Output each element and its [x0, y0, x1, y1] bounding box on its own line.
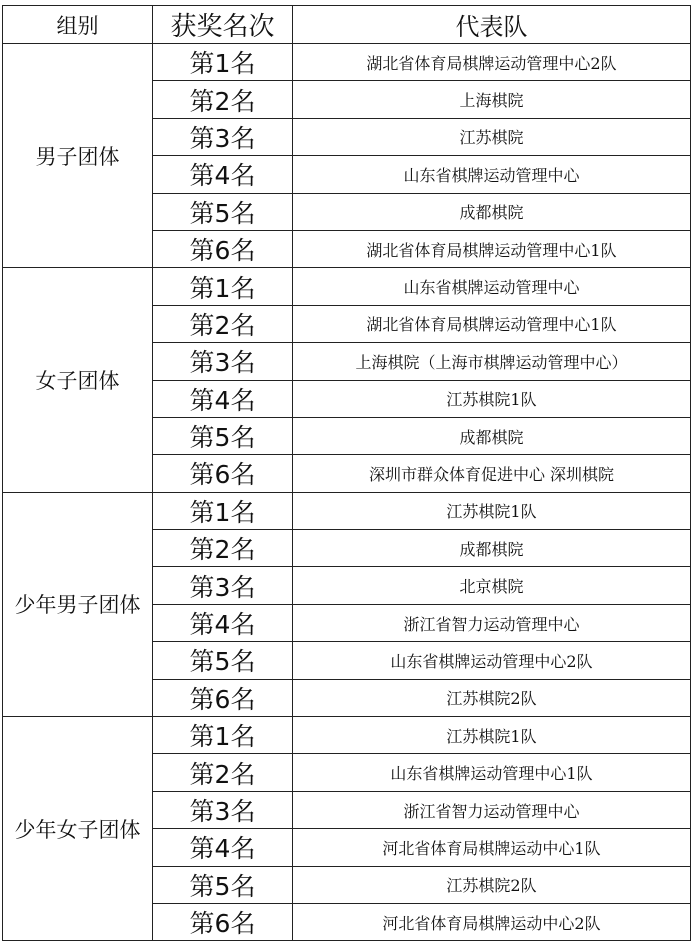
team-cell: 江苏棋院1队	[293, 492, 691, 529]
rank-cell: 第3名	[153, 791, 293, 828]
team-cell: 山东省棋牌运动管理中心2队	[293, 642, 691, 679]
team-cell: 北京棋院	[293, 567, 691, 604]
table-row	[3, 717, 691, 754]
header-team: 代表队	[293, 6, 691, 44]
rank-cell: 第1名	[153, 268, 293, 305]
header-group: 组别	[3, 6, 153, 44]
table-row	[3, 492, 691, 529]
team-cell: 江苏棋院2队	[293, 679, 691, 716]
rank-cell: 第5名	[153, 642, 293, 679]
rank-cell: 第4名	[153, 156, 293, 193]
header-row	[3, 6, 691, 44]
group-cell: 少年女子团体	[3, 717, 153, 941]
rank-cell: 第5名	[153, 417, 293, 454]
team-cell: 成都棋院	[293, 193, 691, 230]
team-cell: 成都棋院	[293, 417, 691, 454]
rank-cell: 第3名	[153, 343, 293, 380]
table-row	[3, 44, 691, 81]
rank-cell: 第6名	[153, 230, 293, 267]
team-cell: 江苏棋院	[293, 118, 691, 155]
rank-cell: 第6名	[153, 455, 293, 492]
rank-cell: 第2名	[153, 754, 293, 791]
team-cell: 山东省棋牌运动管理中心	[293, 268, 691, 305]
table-body	[3, 44, 691, 941]
rank-cell: 第5名	[153, 866, 293, 903]
rank-cell: 第4名	[153, 829, 293, 866]
team-cell: 浙江省智力运动管理中心	[293, 604, 691, 641]
team-cell: 江苏棋院1队	[293, 380, 691, 417]
team-cell: 河北省体育局棋牌运动中心1队	[293, 829, 691, 866]
header-rank: 获奖名次	[153, 6, 293, 44]
rank-cell: 第1名	[153, 44, 293, 81]
team-cell: 成都棋院	[293, 530, 691, 567]
rank-cell: 第3名	[153, 567, 293, 604]
rank-cell: 第6名	[153, 679, 293, 716]
team-cell: 江苏棋院2队	[293, 866, 691, 903]
team-cell: 湖北省体育局棋牌运动管理中心1队	[293, 305, 691, 342]
group-cell: 少年男子团体	[3, 492, 153, 716]
team-cell: 上海棋院（上海市棋牌运动管理中心）	[293, 343, 691, 380]
rank-cell: 第3名	[153, 118, 293, 155]
team-cell: 山东省棋牌运动管理中心1队	[293, 754, 691, 791]
rank-cell: 第4名	[153, 604, 293, 641]
team-cell: 湖北省体育局棋牌运动管理中心2队	[293, 44, 691, 81]
rank-cell: 第1名	[153, 717, 293, 754]
team-cell: 上海棋院	[293, 81, 691, 118]
team-cell: 河北省体育局棋牌运动中心2队	[293, 903, 691, 940]
rank-cell: 第6名	[153, 903, 293, 940]
rank-cell: 第5名	[153, 193, 293, 230]
results-table	[2, 5, 691, 941]
rank-cell: 第2名	[153, 530, 293, 567]
team-cell: 江苏棋院1队	[293, 717, 691, 754]
rank-cell: 第1名	[153, 492, 293, 529]
rank-cell: 第2名	[153, 305, 293, 342]
table-row	[3, 268, 691, 305]
group-cell: 女子团体	[3, 268, 153, 492]
rank-cell: 第4名	[153, 380, 293, 417]
rank-cell: 第2名	[153, 81, 293, 118]
team-cell: 深圳市群众体育促进中心 深圳棋院	[293, 455, 691, 492]
team-cell: 湖北省体育局棋牌运动管理中心1队	[293, 230, 691, 267]
team-cell: 山东省棋牌运动管理中心	[293, 156, 691, 193]
group-cell: 男子团体	[3, 44, 153, 268]
table-header	[3, 6, 691, 44]
team-cell: 浙江省智力运动管理中心	[293, 791, 691, 828]
